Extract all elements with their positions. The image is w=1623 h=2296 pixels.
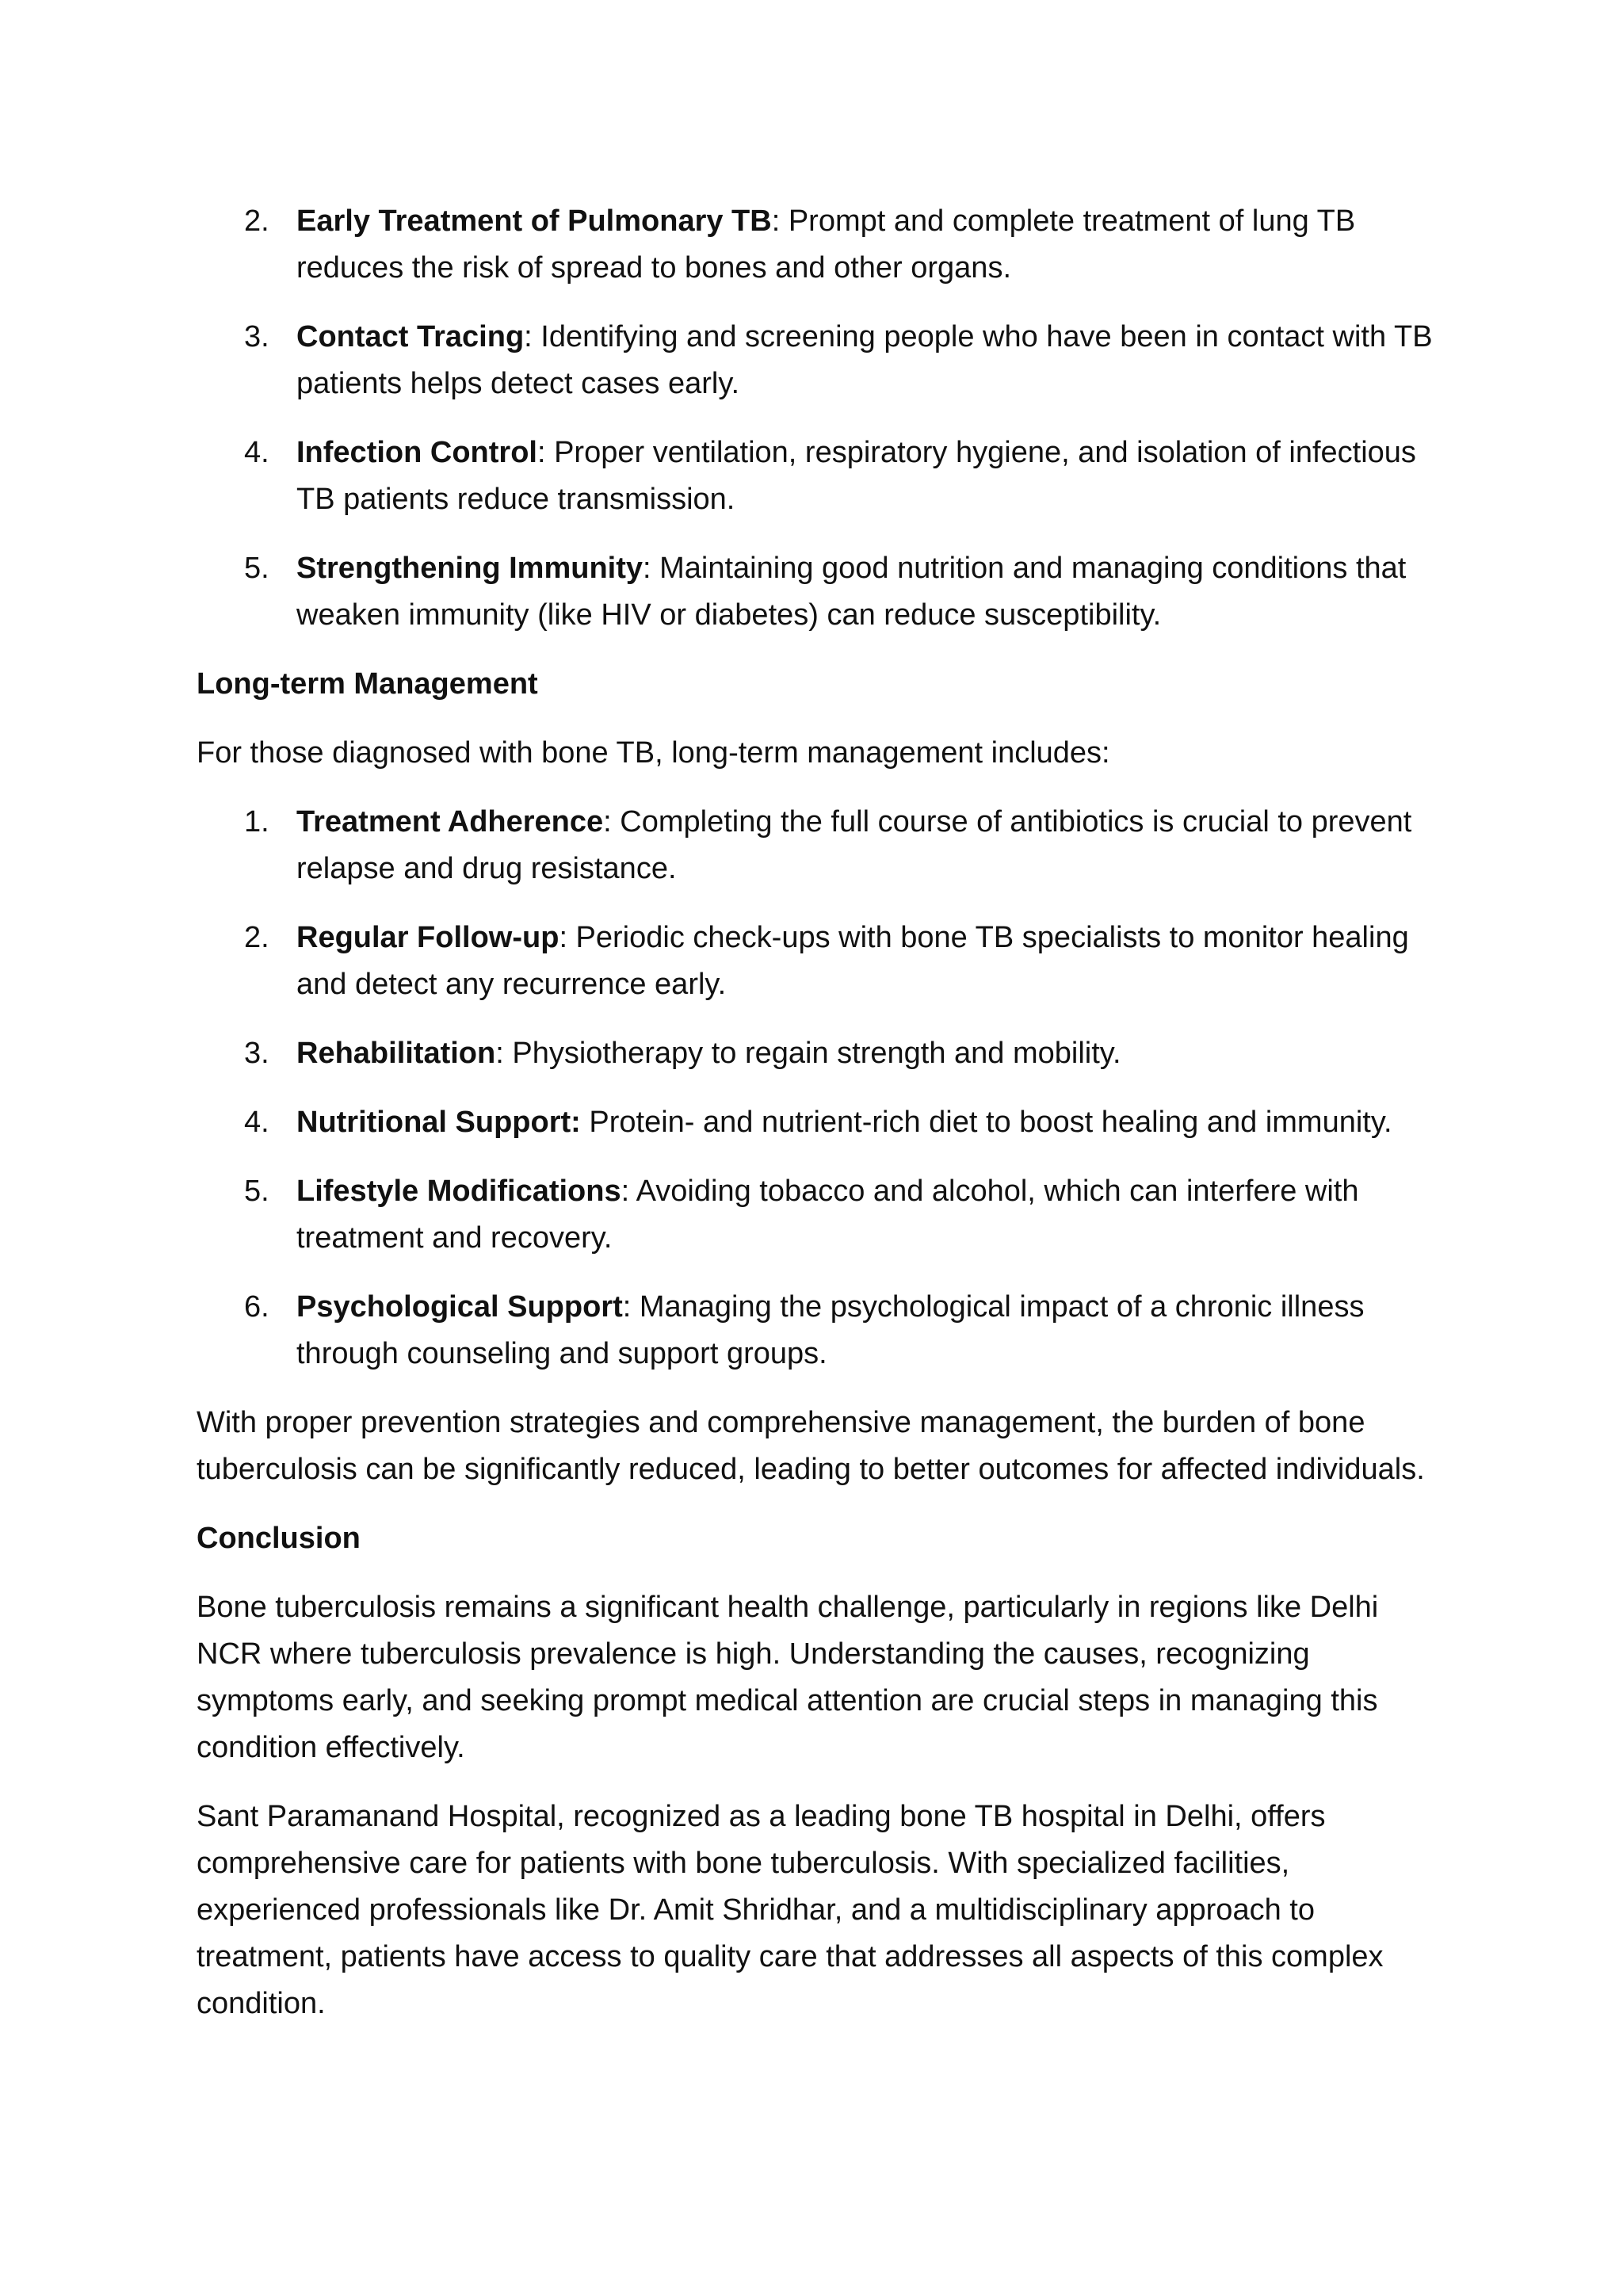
conclusion-paragraph-2: Sant Paramanand Hospital, recognized as a leading bone TB hospital in Delhi, offers comprehensive care for patients with bone tuberculosis. With specialized facilities, experienced professionals like Dr. Amit Shridhar, and a multidisciplinary approach to treatment, patients have access to quality care that addresses all aspects of this complex condition. xyxy=(197,1800,1384,2020)
list-number: 4. xyxy=(244,1106,269,1139)
list-item-text: : Periodic check-ups with bone TB specialists to monitor healing and detect any recurrence early. xyxy=(296,921,1409,1001)
list-number: 3. xyxy=(244,320,269,353)
list-item-title: Contact Tracing xyxy=(296,320,525,353)
list-item-text: : Maintaining good nutrition and managing conditions that weaken immunity (like HIV or diabetes) can reduce susceptibility. xyxy=(296,552,1407,632)
prevention-list xyxy=(197,198,1449,639)
list-number: 4. xyxy=(244,436,269,469)
list-item xyxy=(197,1030,1449,1077)
longterm-list xyxy=(197,799,1449,1377)
section-heading-conclusion: Conclusion xyxy=(197,1522,361,1555)
list-item-title: Lifestyle Modifications xyxy=(296,1175,621,1208)
list-item-title: Psychological Support xyxy=(296,1290,623,1324)
list-item-title: Rehabilitation xyxy=(296,1037,496,1070)
list-item xyxy=(197,314,1449,407)
list-item xyxy=(197,799,1449,892)
list-item xyxy=(197,915,1449,1008)
document-content xyxy=(197,198,1449,2050)
list-item-title: Regular Follow-up xyxy=(296,921,559,954)
conclusion-paragraph-1: Bone tuberculosis remains a significant health challenge, particularly in regions like Delhi NCR where tuberculosis prevalence is high. Understanding the causes, recognizing symptoms early, and seeking prompt medical attention are crucial steps in managing this condition effectively. xyxy=(197,1591,1379,1764)
section-heading-longterm: Long-term Management xyxy=(197,667,538,701)
list-item xyxy=(197,430,1449,523)
list-item-text: : Physiotherapy to regain strength and mobility. xyxy=(495,1037,1121,1070)
list-item-title: Infection Control xyxy=(296,436,537,469)
list-item xyxy=(197,1168,1449,1262)
longterm-closing: With proper prevention strategies and comprehensive management, the burden of bone tuberculosis can be significantly reduced, leading to better outcomes for affected individuals. xyxy=(197,1406,1425,1486)
longterm-intro: For those diagnosed with bone TB, long-term management includes: xyxy=(197,736,1110,770)
list-item xyxy=(197,198,1449,292)
list-item xyxy=(197,545,1449,639)
list-item-text: : Prompt and complete treatment of lung TB reduces the risk of spread to bones and other organs. xyxy=(296,204,1356,285)
list-number: 3. xyxy=(244,1037,269,1070)
list-number: 2. xyxy=(244,921,269,954)
list-item-text: : Completing the full course of antibiotics is crucial to prevent relapse and drug resistance. xyxy=(296,805,1412,885)
list-number: 1. xyxy=(244,805,269,839)
list-item xyxy=(197,1099,1449,1146)
list-item-title: Nutritional Support: xyxy=(296,1106,581,1139)
list-item-title: Treatment Adherence xyxy=(296,805,604,839)
list-number: 2. xyxy=(244,204,269,238)
list-item-text: : Identifying and screening people who have been in contact with TB patients helps detect cases early. xyxy=(296,320,1433,400)
list-item-text: : Avoiding tobacco and alcohol, which can interfere with treatment and recovery. xyxy=(296,1175,1359,1255)
list-item-title: Strengthening Immunity xyxy=(296,552,643,585)
list-item-text: : Managing the psychological impact of a chronic illness through counseling and support groups. xyxy=(296,1290,1365,1370)
list-item-text: Protein- and nutrient-rich diet to boost healing and immunity. xyxy=(580,1106,1392,1139)
list-item-text: : Proper ventilation, respiratory hygiene, and isolation of infectious TB patients reduce transmission. xyxy=(296,436,1416,516)
list-item-title: Early Treatment of Pulmonary TB xyxy=(296,204,772,238)
list-number: 5. xyxy=(244,1175,269,1208)
list-item xyxy=(197,1284,1449,1377)
list-number: 5. xyxy=(244,552,269,585)
list-number: 6. xyxy=(244,1290,269,1324)
